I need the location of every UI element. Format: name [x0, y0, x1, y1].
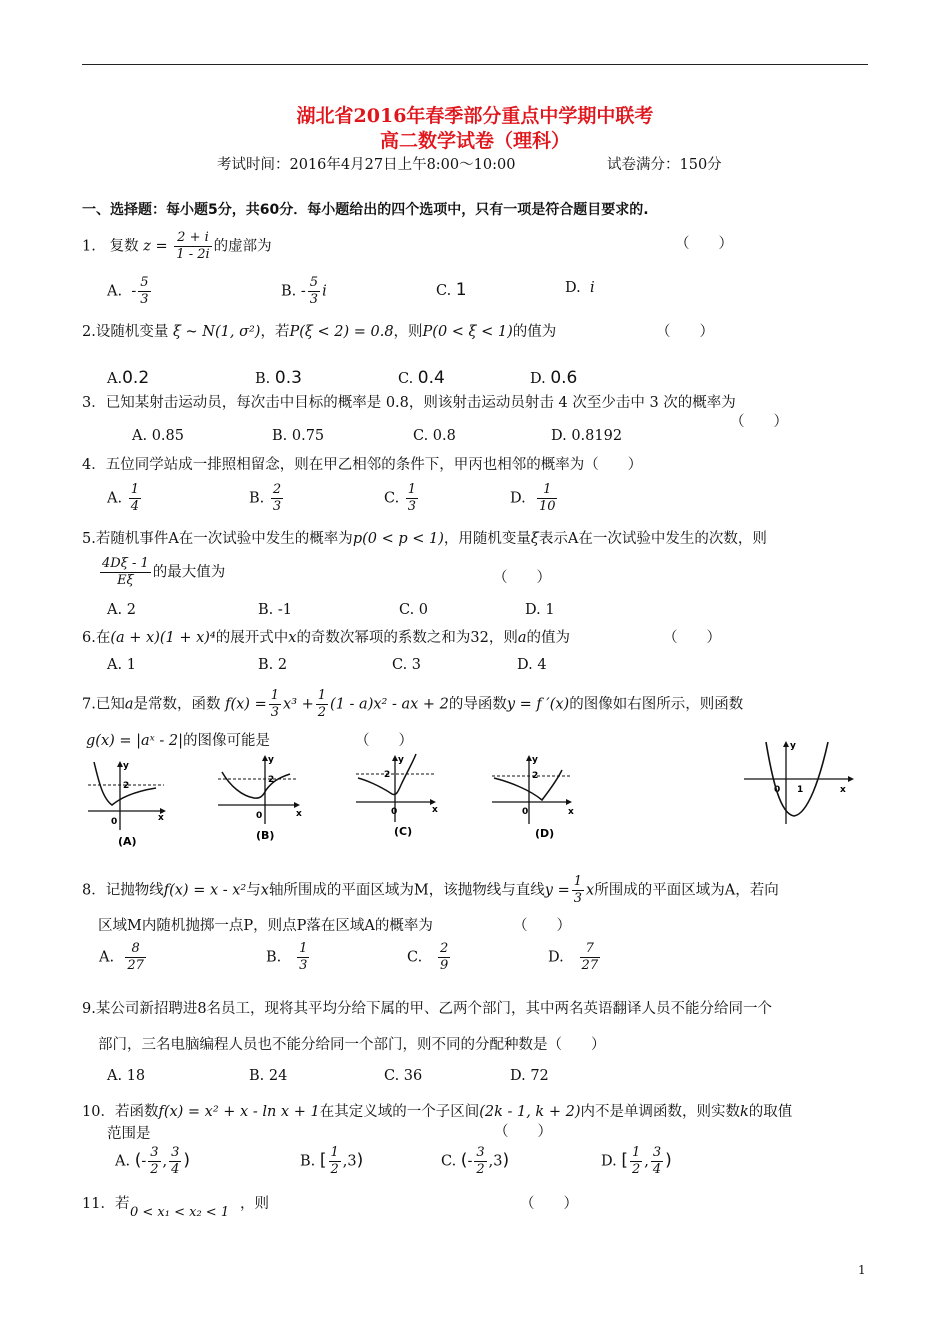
- page-number: 1: [858, 1263, 866, 1277]
- q7-label-c: (C): [394, 825, 413, 838]
- q4-option-b: B. $\frac{2}{3}$: [249, 482, 282, 514]
- question-11: 11．若: [82, 1196, 130, 1212]
- svg-text:0: 0: [774, 785, 781, 795]
- svg-text:x: x: [432, 805, 438, 815]
- question-3: 3．已知某射击运动员，每次击中目标的概率是 0.8，则该射击运动员射击 4 次至少击中 3 次的概率为: [82, 395, 736, 411]
- q7-label-d: (D): [535, 827, 555, 840]
- answer-paren: （ ）: [513, 918, 571, 934]
- question-1: 1. 复数 z = $\frac{2 + i}{1 - 2i}$ 的虚部为: [82, 230, 272, 262]
- question-6: 6.在(a + x)(1 + x)⁴的展开式中x的奇数次幂项的系数之和为32，则a的值为: [82, 630, 571, 646]
- q6-option-a: A. 1: [107, 657, 136, 673]
- svg-text:x: x: [296, 809, 302, 819]
- answer-paren: （ ）: [493, 570, 551, 586]
- q3-option-c: C. 0.8: [413, 428, 456, 444]
- svg-text:2: 2: [123, 781, 130, 791]
- svg-text:y: y: [268, 755, 274, 765]
- q2-option-a: A.0.2: [107, 368, 150, 388]
- q1-option-a: A. - $\frac{5}{3}$: [107, 275, 149, 307]
- answer-paren: （ ）: [663, 630, 721, 646]
- q1-option-b: B. - $\frac{5}{3}$ i: [281, 275, 327, 307]
- full-score: 试卷满分：150分: [607, 157, 722, 173]
- q5-option-b: B. -1: [258, 602, 292, 618]
- q10-option-a: A. (- $\frac{3}{2}$ , $\frac{3}{4}$ ): [115, 1145, 191, 1177]
- question-9-line2: 部门，三名电脑编程人员也不能分给同一个部门，则不同的分配种数是（ ）: [98, 1037, 606, 1053]
- q8-option-a: A. $\frac{8}{27}$: [99, 941, 144, 973]
- q9-option-c: C. 36: [384, 1068, 423, 1084]
- answer-paren: （ ）: [355, 733, 413, 749]
- q4-option-c: C. $\frac{1}{3}$: [384, 482, 417, 514]
- q7-graph-a: [86, 758, 176, 850]
- q5-option-a: A. 2: [107, 602, 136, 618]
- svg-text:0: 0: [522, 807, 529, 817]
- q7-label-a: (A): [118, 835, 137, 848]
- svg-text:2: 2: [268, 775, 275, 785]
- section-heading: 一、选择题：每小题5分，共60分．每小题给出的四个选项中，只有一项是符合题目要求的.: [82, 202, 649, 218]
- q6-option-d: D. 4: [517, 657, 547, 673]
- answer-paren: （ ）: [656, 324, 714, 340]
- answer-paren: （ ）: [494, 1124, 552, 1140]
- question-8-line2: 区域M内随机抛掷一点P，则点P落在区域A的概率为: [98, 918, 433, 934]
- q2-option-c: C. 0.4: [398, 368, 445, 388]
- q7-derivative-graph: [740, 738, 860, 828]
- q9-option-d: D. 72: [510, 1068, 549, 1084]
- svg-text:0: 0: [391, 807, 398, 817]
- svg-text:0: 0: [111, 817, 118, 827]
- svg-text:y: y: [790, 741, 796, 751]
- question-7-line2: g(x) = |aˣ - 2|的图像可能是: [86, 733, 271, 749]
- q7-graph-b: [216, 752, 306, 844]
- svg-text:1: 1: [797, 785, 804, 795]
- q9-option-a: A. 18: [107, 1068, 146, 1084]
- svg-text:2: 2: [384, 770, 391, 780]
- q6-option-b: B. 2: [258, 657, 288, 673]
- q9-option-b: B. 24: [249, 1068, 288, 1084]
- q4-option-a: A. $\frac{1}{4}$: [107, 482, 139, 514]
- question-4: 4．五位同学站成一排照相留念，则在甲乙相邻的条件下，甲丙也相邻的概率为（ ）: [82, 457, 643, 473]
- q3-option-a: A. 0.85: [132, 428, 184, 444]
- question-10: 10．若函数f(x) = x² + x - ln x + 1在其定义域的一个子区间(2k - 1, k + 2)内不是单调函数，则实数k的取值: [82, 1104, 793, 1120]
- q5-option-d: D. 1: [525, 602, 555, 618]
- question-7: 7.已知a是常数，函数 f(x) = $\frac{1}{3}$ x³ + $\frac{1}{2}$ (1 - a)x² - ax + 2的导函数y = f ′(x)的图像如右图所示，则函数: [82, 688, 744, 720]
- svg-text:y: y: [398, 755, 404, 765]
- svg-text:x: x: [568, 807, 574, 817]
- svg-text:x: x: [158, 813, 164, 823]
- q5-option-c: C. 0: [399, 602, 429, 618]
- q4-option-d: D. $\frac{1}{10}$: [510, 482, 556, 514]
- exam-title: 湖北省2016年春季部分重点中学期中联考: [296, 105, 654, 127]
- q10-option-d: D. [ $\frac{1}{2}$ , $\frac{3}{4}$ ): [601, 1145, 672, 1177]
- question-8: 8．记抛物线f(x) = x - x²与x轴所围成的平面区域为M，该抛物线与直线y = $\frac{1}{3}$ x所围成的平面区域为A，若向: [82, 874, 779, 906]
- question-9: 9.某公司新招聘进8名员工，现将其平均分给下属的甲、乙两个部门，其中两名英语翻译人员不能分给同一个: [82, 1001, 773, 1017]
- q8-option-d: D. $\frac{7}{27}$: [548, 941, 599, 973]
- exam-subtitle: 高二数学试卷（理科）: [379, 130, 570, 152]
- q8-option-b: B. $\frac{1}{3}$: [266, 941, 308, 973]
- svg-text:0: 0: [256, 811, 263, 821]
- q7-label-b: (B): [256, 829, 275, 842]
- q2-option-d: D. 0.6: [530, 368, 578, 388]
- q2-option-b: B. 0.3: [255, 368, 302, 388]
- question-2: 2.设随机变量 ξ ~ N(1, σ²)，若P(ξ < 2) = 0.8，则P(0 < ξ < 1)的值为: [82, 324, 557, 340]
- q6-option-c: C. 3: [392, 657, 422, 673]
- q7-graph-d: [490, 752, 580, 844]
- question-11-post: ，则: [240, 1196, 269, 1212]
- q1-option-c: C. 1: [436, 280, 467, 300]
- svg-text:y: y: [532, 755, 538, 765]
- q3-option-d: D. 0.8192: [551, 428, 623, 444]
- q10-option-c: C. (- $\frac{3}{2}$ ,3): [441, 1145, 510, 1177]
- q7-graph-c: [354, 752, 444, 844]
- answer-paren: （ ）: [675, 236, 733, 252]
- question-11-condition: 0 < x₁ < x₂ < 1: [130, 1205, 230, 1220]
- top-rule: [82, 64, 868, 65]
- answer-paren: （ ）: [730, 414, 788, 430]
- exam-time: 考试时间：2016年4月27日上午8:00～10:00: [217, 157, 516, 173]
- q8-option-c: C. $\frac{2}{9}$: [407, 941, 449, 973]
- q1-option-d: D. i: [565, 280, 595, 296]
- q3-option-b: B. 0.75: [272, 428, 325, 444]
- question-5-line2: $\frac{4D\xi - 1}{E\xi}$ 的最大值为: [102, 556, 226, 588]
- svg-text:y: y: [123, 761, 129, 771]
- question-10-line2: 范围是: [107, 1126, 151, 1142]
- answer-paren: （ ）: [520, 1196, 578, 1212]
- q10-option-b: B. [ $\frac{1}{2}$ ,3): [300, 1145, 364, 1177]
- svg-text:2: 2: [532, 771, 539, 781]
- svg-text:x: x: [840, 785, 846, 795]
- question-5: 5.若随机事件A在一次试验中发生的概率为p(0 < p < 1)，用随机变量ξ表示A在一次试验中发生的次数，则: [82, 531, 767, 547]
